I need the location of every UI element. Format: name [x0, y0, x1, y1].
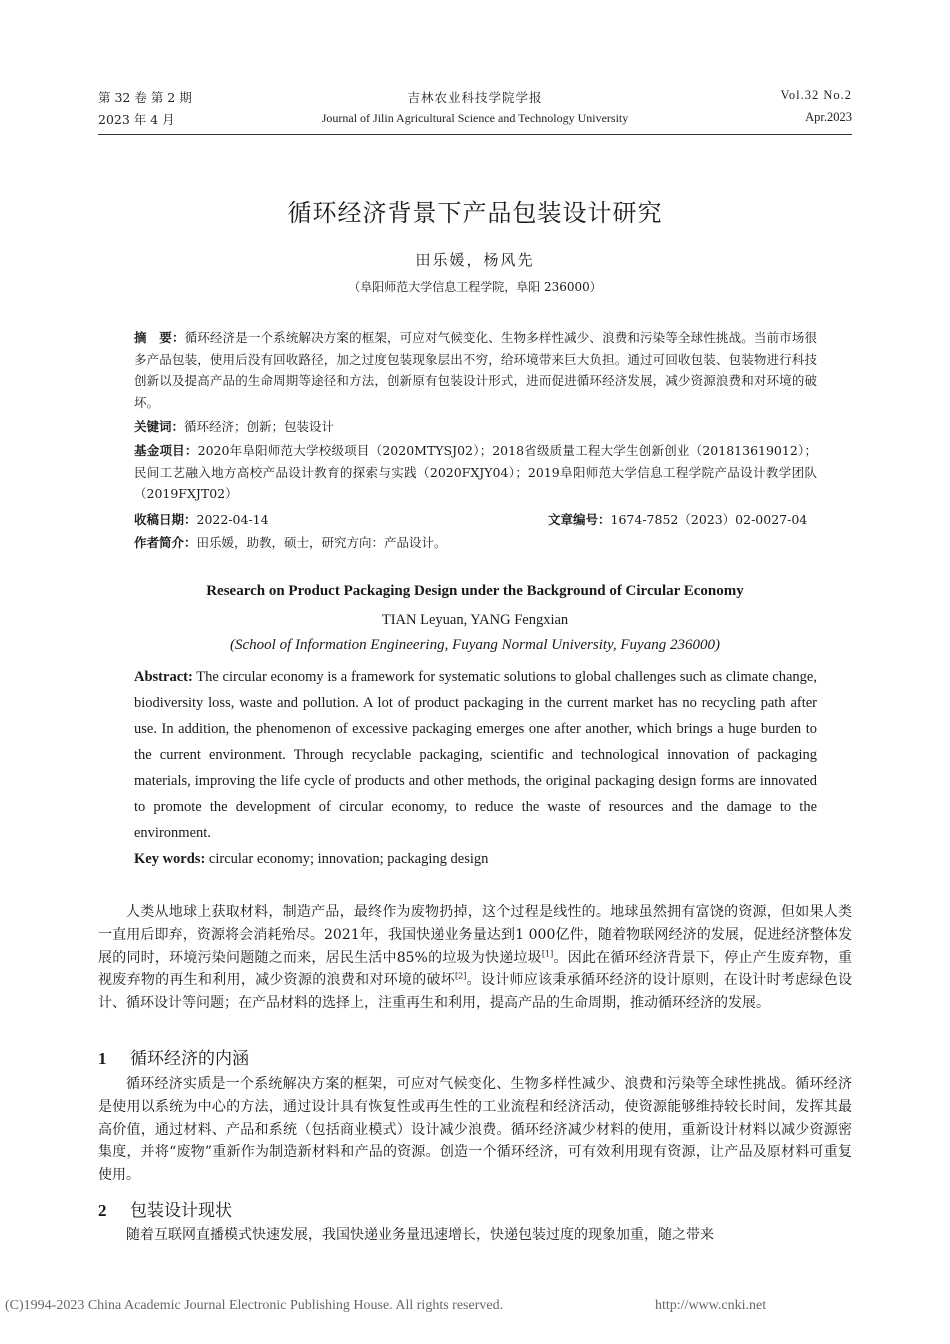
date-en: Apr.2023: [805, 110, 852, 124]
copyright-footer: (C)1994-2023 China Academic Journal Electronic Publishing House. All rights reserved.: [5, 1298, 504, 1313]
citation-1: [1]: [541, 948, 554, 958]
article-number-text: 1674-7852（2023）02-0027-04: [610, 512, 808, 527]
section-1-title: 循环经济的内涵: [130, 1049, 249, 1069]
english-abstract-text: The circular economy is a framework for systematic solutions to global challenges such as climate change, biodiversity loss, waste and pollution. A lot of product packaging in the current market has no recycling path after use. In addition, the phenomenon of excessive packaging emerges one after another, which brings a huge burden to the current environment. Through recyclable packaging, scientific and technological innovation of packaging materials, improving the life cycle of products and other methods, the original packaging design forms are innovated to promote the development of circular economy, to reduce the waste of resources and the damage to the environment.: [134, 669, 817, 841]
author-bio: [134, 532, 817, 554]
article-number: [548, 509, 807, 531]
affiliation: （阜阳师范大学信息工程学院，阜阳 236000）: [348, 280, 602, 294]
keywords-cn-text: 循环经济；创新；包装设计: [184, 419, 335, 434]
english-abstract-label: Abstract:: [134, 669, 193, 685]
section-2-heading: [98, 1196, 232, 1221]
journal-name-cn: 吉林农业科技学院学报: [407, 90, 543, 105]
section-1-paragraph: 循环经济实质是一个系统解决方案的框架，可应对气候变化、生物多样性减少、浪费和污染等全球性挑战。循环经济是使用以系统为中心的方法，通过设计具有恢复性或再生性的工业流程和经济活动，使资源能够维持较长时间，发挥其最高价值，通过材料、产品和系统（包括商业模式）设计减少浪费。循环经济减少材料的使用，重新设计材料以减少资源密集度，并将“废物”重新作为制造新材料和产品的资源。创造一个循环经济，可有效利用现有资源，让产品及原材料可重复使用。: [98, 1076, 852, 1184]
english-title: Research on Product Packaging Design under the Background of Circular Economy: [206, 583, 744, 599]
section-2-paragraph: 随着互联网直播模式快速发展，我国快递业务量迅速增长，快递包装过度的现象加重，随之带来: [126, 1227, 714, 1243]
english-authors: TIAN Leyuan, YANG Fengxian: [381, 612, 569, 628]
funding: [134, 440, 817, 505]
intro-text-3: 。设计师应该秉承循环经济的设计原则，在设计时考虑绿色设计、循环设计等问题；在产品材料的选择上，注重再生和利用，提高产品的生命周期，推动循环经济的发展。: [98, 972, 852, 1012]
citation-2: [2]: [455, 971, 467, 981]
intro-text-1: 人类从地球上获取材料，制造产品，最终作为废物扔掉，这个过程是线性的。地球虽然拥有富饶的资源，但如果人类一直用后即弃，资源将会消耗殆尽。2021年，我国快递业务量达到1 000亿件，随着物联网经济的发展，促进经济整体发展的同时，环境污染问题随之而来，居民生活中85%的垃圾为快递垃圾: [98, 904, 852, 966]
received-label: 收稿日期：: [134, 512, 197, 527]
cnki-url[interactable]: http://www.cnki.net: [655, 1298, 767, 1313]
author-bio-text: 田乐媛，助教，硕士，研究方向：产品设计。: [196, 535, 447, 550]
keywords-cn: [134, 416, 817, 438]
funding-text: 2020年阜阳师范大学校级项目（2020MTYSJ02）；2018省级质量工程大学生创新创业（201813619012）；民间工艺融入地方高校产品设计教育的探索与实践（2020FXJY04）；2019阜阳师范大学信息工程学院产品设计教学团队（2019FXJT02）: [134, 443, 817, 501]
english-keywords: [134, 846, 817, 872]
abstract-cn-text: 循环经济是一个系统解决方案的框架，可应对气候变化、生物多样性减少、浪费和污染等全球性挑战。当前市场很多产品包装，使用后没有回收路径，加之过度包装现象层出不穷，给环境带来巨大负担。通过可回收包装、包装物进行科技创新以及提高产品的生命周期等途径和方法，创新原有包装设计形式，进而促进循环经济发展，减少资源浪费和对环境的破坏。: [134, 330, 817, 410]
volume-issue-cn: 第 32 卷 第 2 期: [98, 90, 192, 105]
english-abstract: [134, 664, 817, 846]
intro-paragraph: [98, 901, 852, 1015]
received-text: 2022-04-14: [196, 512, 269, 527]
english-affiliation: (School of Information Engineering, Fuyang Normal University, Fuyang 236000): [230, 637, 720, 653]
authors: 田乐媛，杨风先: [415, 251, 535, 269]
english-keywords-text: circular economy; innovation; packaging design: [208, 851, 489, 867]
section-2-number: 2: [98, 1201, 107, 1220]
article-number-label: 文章编号：: [548, 512, 611, 527]
keywords-cn-label: 关键词：: [134, 419, 185, 434]
section-1-heading: [98, 1044, 249, 1069]
header-rule: [98, 134, 852, 135]
section-2-title: 包装设计现状: [130, 1201, 232, 1221]
abstract-cn: [134, 327, 817, 413]
author-bio-label: 作者简介：: [134, 535, 197, 550]
abstract-cn-label: 摘 要：: [134, 330, 185, 345]
date-cn: 2023 年 4 月: [98, 112, 175, 127]
funding-label: 基金项目：: [134, 443, 198, 458]
journal-name-en: Journal of Jilin Agricultural Science and Technology University: [321, 111, 629, 125]
intro-text-2: 。因此在循环经济背景下，停止产生废弃物，重视废弃物的再生和利用，减少资源的浪费和对环境的破坏: [98, 949, 852, 989]
section-1-number: 1: [98, 1049, 107, 1068]
paper-title: 循环经济背景下产品包装设计研究: [287, 199, 663, 227]
volume-issue-en: Vol.32 No.2: [780, 88, 852, 102]
english-keywords-label: Key words:: [134, 851, 206, 867]
